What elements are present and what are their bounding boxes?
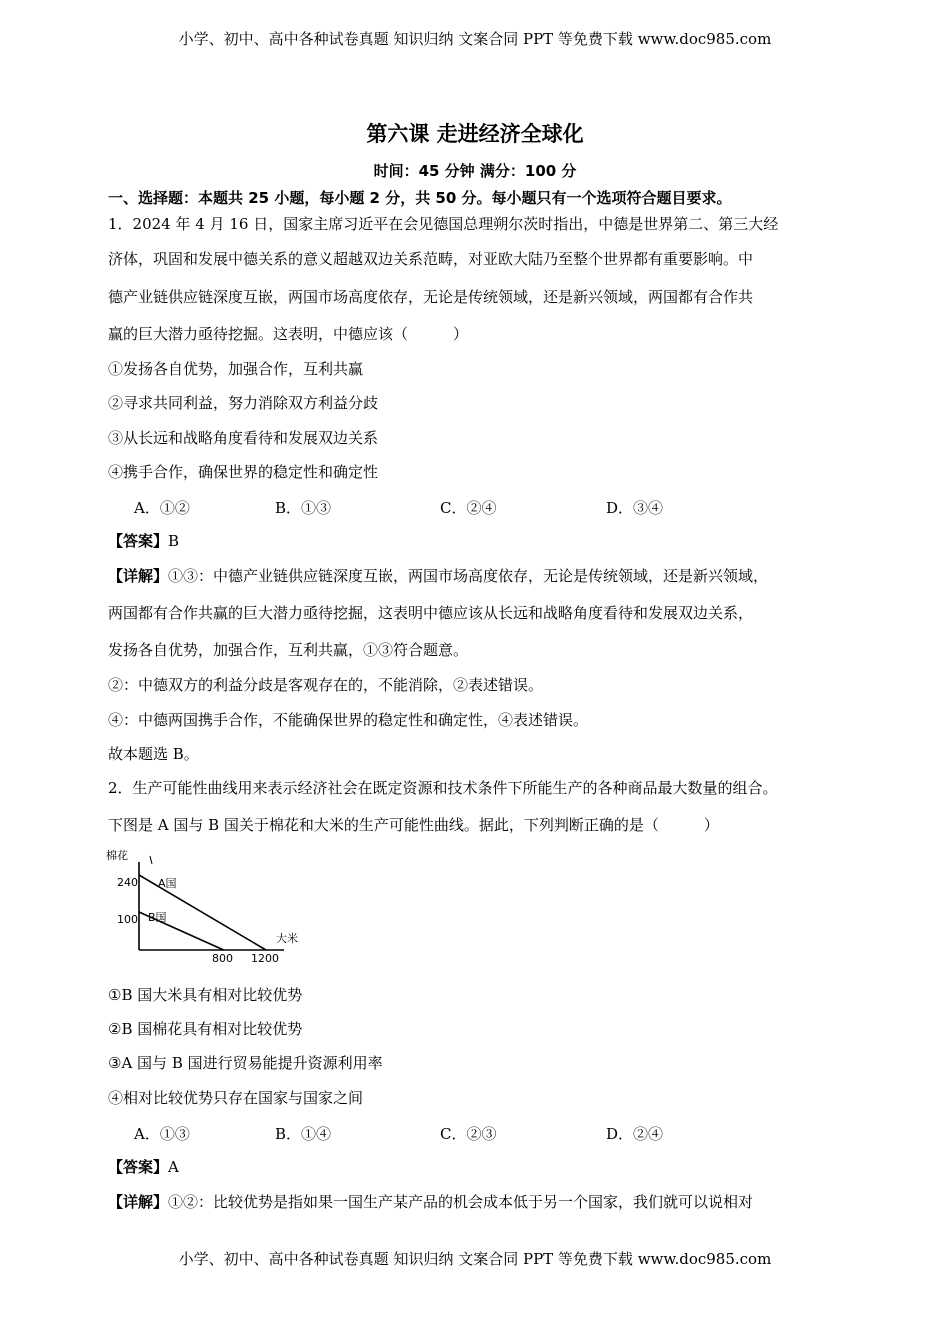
q1-option-a: A．①②	[134, 499, 190, 517]
detail-label: 【详解】	[108, 1193, 169, 1211]
q2-item: ①B 国大米具有相对比较优势	[108, 986, 303, 1004]
y-tick-label: 240	[117, 876, 138, 889]
page-footer: 小学、初中、高中各种试卷真题 知识归纳 文案合同 PPT 等免费下载 www.doc985.com	[178, 1250, 772, 1268]
series-label-b: B国	[148, 911, 167, 924]
answer-label: 【答案】	[108, 1158, 169, 1176]
y-tick-label: 100	[117, 913, 138, 926]
q1-answer	[108, 531, 179, 551]
x-axis-label: 大米	[276, 932, 298, 945]
q1-detail-line: 两国都有合作共赢的巨大潜力亟待挖掘，这表明中德应该从长远和战略角度看待和发展双边关系，	[108, 604, 754, 622]
q1-detail-line: 发扬各自优势，加强合作，互利共赢，①③符合题意。	[108, 641, 469, 659]
q1-line: 德产业链供应链深度互嵌，两国市场高度依存，无论是传统领域，还是新兴领域，两国都有合作共	[108, 288, 754, 306]
time-score-line: 时间：45 分钟 满分：100 分	[373, 162, 577, 180]
q2-option-a: A．①③	[134, 1125, 190, 1143]
q2-option-b: B．①④	[275, 1125, 332, 1143]
detail-text: ①③：中德产业链供应链深度互嵌，两国市场高度依存，无论是传统领域，还是新兴领域，	[168, 567, 769, 585]
q1-item: ③从长远和战略角度看待和发展双边关系	[108, 429, 379, 447]
detail-text: ①②：比较优势是指如果一国生产某产品的机会成本低于另一个国家，我们就可以说相对	[168, 1193, 754, 1211]
section-heading: 一、选择题：本题共 25 小题，每小题 2 分，共 50 分。每小题只有一个选项符合题目要求。	[108, 189, 732, 207]
page-header: 小学、初中、高中各种试卷真题 知识归纳 文案合同 PPT 等免费下载 www.doc985.com	[178, 30, 772, 48]
q1-line: 赢的巨大潜力亟待挖掘。这表明，中德应该（ ）	[108, 325, 469, 343]
q1-detail-line: 故本题选 B。	[108, 745, 199, 763]
q1-option-d: D．③④	[606, 499, 664, 517]
q1-option-b: B．①③	[275, 499, 332, 517]
q1-detail-line	[108, 566, 768, 586]
q1-item: ②寻求共同利益，努力消除双方利益分歧	[108, 394, 379, 412]
x-tick-label: 1200	[251, 952, 279, 964]
answer-label: 【答案】	[108, 532, 169, 550]
q1-line: 济体，巩固和发展中德关系的意义超越双边关系范畴，对亚欧大陆乃至整个世界都有重要影响。中	[108, 250, 754, 268]
q1-item: ①发扬各自优势，加强合作，互利共赢	[108, 360, 364, 378]
q1-item: ④携手合作，确保世界的稳定性和确定性	[108, 463, 379, 481]
detail-label: 【详解】	[108, 567, 169, 585]
q1-line: 1．2024 年 4 月 16 日，国家主席习近平在会见德国总理朔尔茨时指出，中德是世界第二、第三大经	[108, 215, 779, 233]
lesson-title: 第六课 走进经济全球化	[366, 122, 584, 146]
answer-value: A	[168, 1158, 179, 1176]
q1-detail-line: ④：中德两国携手合作，不能确保世界的稳定性和确定性，④表述错误。	[108, 711, 589, 729]
q2-answer	[108, 1157, 179, 1177]
q1-option-c: C．②④	[440, 499, 497, 517]
q2-detail-line	[108, 1192, 753, 1212]
q2-line: 下图是 A 国与 B 国关于棉花和大米的生产可能性曲线。据此，下列判断正确的是（ ）	[108, 816, 719, 834]
q1-detail-line: ②：中德双方的利益分歧是客观存在的，不能消除，②表述错误。	[108, 676, 544, 694]
x-tick-label: 800	[212, 952, 233, 964]
q2-item: ②B 国棉花具有相对比较优势	[108, 1020, 303, 1038]
q2-item: ④相对比较优势只存在国家与国家之间	[108, 1089, 364, 1107]
series-label-a: A国	[158, 877, 177, 890]
q2-line: 2．生产可能性曲线用来表示经济社会在既定资源和技术条件下所能生产的各种商品最大数量的组合。	[108, 779, 778, 797]
q2-option-d: D．②④	[606, 1125, 664, 1143]
y-axis-label: 棉花	[106, 849, 128, 862]
axis-tick-mark	[150, 856, 152, 864]
q2-item: ③A 国与 B 国进行贸易能提升资源利用率	[108, 1054, 383, 1072]
answer-value: B	[168, 532, 180, 550]
q2-option-c: C．②③	[440, 1125, 497, 1143]
production-possibility-chart	[104, 842, 314, 964]
